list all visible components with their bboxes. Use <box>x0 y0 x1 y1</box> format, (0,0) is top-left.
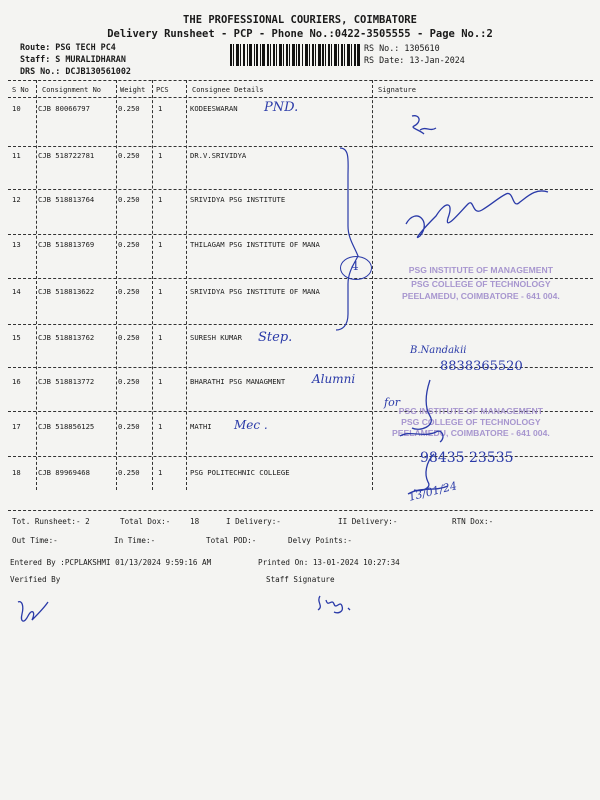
col-sno: S No <box>12 86 29 94</box>
handwritten-note: Mec . <box>234 418 268 432</box>
col-divider <box>186 80 187 490</box>
rs-date: RS Date: 13-Jan-2024 <box>364 55 465 65</box>
stamp-line: PSG INSTITUTE OF MANAGEMENT <box>398 406 543 416</box>
signature-scribble <box>390 376 450 448</box>
handwritten-note: PND. <box>264 100 299 115</box>
handwritten-note: Alumni <box>312 372 356 386</box>
stamp-line: PSG INSTITUTE OF MANAGEMENT <box>408 265 553 275</box>
row-weight: 0.250 <box>118 422 140 431</box>
signature-scribble <box>402 176 552 246</box>
col-consignment: Consignment No <box>42 86 102 94</box>
table-bottom-rule <box>8 510 593 511</box>
row-consignment: CJB 518813764 <box>38 195 95 204</box>
staff-signature <box>312 588 360 616</box>
company-title: THE PROFESSIONAL COURIERS, COIMBATORE <box>183 14 417 26</box>
col-pcs: PCS <box>156 86 169 94</box>
drs-label: DRS No.: DCJB130561002 <box>20 66 131 76</box>
col-signature: Signature <box>378 86 416 94</box>
row-consignment: CJB 518813772 <box>38 377 95 386</box>
row-consignee: SRIVIDYA PSG INSTITUTE OF MANA <box>190 287 320 296</box>
signature-scribble <box>404 452 454 496</box>
row-sno: 10 <box>12 104 21 113</box>
col-consignee: Consignee Details <box>192 86 264 94</box>
total-pod: Total POD:- <box>206 536 257 545</box>
row-pcs: 1 <box>158 195 163 204</box>
total-dox-label: Total Dox:- <box>120 517 171 526</box>
row-weight: 0.250 <box>118 468 140 477</box>
col-weight: Weight <box>120 86 146 94</box>
out-time: Out Time:- <box>12 536 58 545</box>
stamp-line: PEELAMEDU, COIMBATORE - 641 004. <box>402 291 560 301</box>
rtn-dox: RTN Dox:- <box>452 517 494 526</box>
circled-count <box>340 256 372 280</box>
row-pcs: 1 <box>158 240 163 249</box>
row-pcs: 1 <box>158 104 163 113</box>
row-weight: 0.250 <box>118 151 140 160</box>
verified-signature <box>12 596 52 626</box>
handwritten-phone: 8838365520 <box>440 359 523 374</box>
handwritten-note: for <box>384 396 400 409</box>
row-sno: 14 <box>12 287 21 296</box>
row-weight: 0.250 <box>118 195 140 204</box>
row-sno: 13 <box>12 240 21 249</box>
route-label: Route: PSG TECH PC4 <box>20 42 116 52</box>
stamp-line: PSG COLLEGE OF TECHNOLOGY <box>411 279 551 289</box>
handwritten-phone: 98435 23535 <box>420 450 514 466</box>
row-consignee: BHARATHI PSG MANAGMENT <box>190 377 286 386</box>
stamp-line: PSG COLLEGE OF TECHNOLOGY <box>401 417 541 427</box>
col-divider <box>116 80 117 490</box>
row-weight: 0.250 <box>118 240 140 249</box>
handwritten-date: 13/01/24 <box>407 479 459 504</box>
row-consignee: THILAGAM PSG INSTITUTE OF MANA <box>190 240 320 249</box>
institute-stamp <box>402 265 560 301</box>
row-sno: 17 <box>12 422 21 431</box>
staff-signature-label: Staff Signature <box>266 575 335 584</box>
printed-on: Printed On: 13-01-2024 10:27:34 <box>258 558 400 567</box>
bracket-mark <box>334 146 374 336</box>
staff-label: Staff: S MURALIDHARAN <box>20 54 126 64</box>
row-consignment: CJB 518856125 <box>38 422 95 431</box>
handwritten-note: Step. <box>258 330 293 345</box>
row-sno: 16 <box>12 377 21 386</box>
row-consignment: CJB 518813762 <box>38 333 95 342</box>
barcode <box>230 44 360 66</box>
col-divider <box>36 80 37 490</box>
row-consignment: CJB 518813622 <box>38 287 95 296</box>
circled-count-number: 4 <box>351 259 359 273</box>
row-pcs: 1 <box>158 377 163 386</box>
row-weight: 0.250 <box>118 377 140 386</box>
col-divider <box>152 80 153 490</box>
row-consignee: PSG POLITECHNIC COLLEGE <box>190 468 290 477</box>
row-pcs: 1 <box>158 287 163 296</box>
row-weight: 0.250 <box>118 287 140 296</box>
rs-number: RS No.: 1305610 <box>364 43 440 53</box>
verified-by-label: Verified By <box>10 575 61 584</box>
row-rule <box>8 146 593 147</box>
row-weight: 0.250 <box>118 333 140 342</box>
row-pcs: 1 <box>158 468 163 477</box>
row-consignment: CJB 518813769 <box>38 240 95 249</box>
row-consignment: CJB 80066797 <box>38 104 90 113</box>
total-runsheet: Tot. Runsheet:- 2 <box>12 517 90 526</box>
row-consignment: CJB 89969468 <box>38 468 90 477</box>
row-consignee: KODEESWARAN <box>190 104 238 113</box>
in-time: In Time:- <box>114 536 156 545</box>
row-consignee: SRIVIDYA PSG INSTITUTE <box>190 195 286 204</box>
row-pcs: 1 <box>158 333 163 342</box>
row-consignment: CJB 518722781 <box>38 151 95 160</box>
delvy-points: Delvy Points:- <box>288 536 353 545</box>
i-delivery: I Delivery:- <box>226 517 281 526</box>
row-rule <box>8 324 593 325</box>
table-header-rule <box>8 97 593 98</box>
total-dox-value: 18 <box>190 517 200 526</box>
handwritten-name: B.Nandakii <box>410 345 467 356</box>
row-weight: 0.250 <box>118 104 140 113</box>
ii-delivery: II Delivery:- <box>338 517 398 526</box>
signature-scribble <box>406 112 442 140</box>
row-sno: 15 <box>12 333 21 342</box>
stamp-line: PEELAMEDU, COIMBATORE - 641 004. <box>392 428 550 438</box>
row-sno: 18 <box>12 468 21 477</box>
runsheet-subtitle: Delivery Runsheet - PCP - Phone No.:0422-3505555 - Page No.:2 <box>107 28 493 40</box>
table-top-rule <box>8 80 593 81</box>
row-pcs: 1 <box>158 151 163 160</box>
row-sno: 11 <box>12 151 21 160</box>
row-consignee: SURESH KUMAR <box>190 333 242 342</box>
row-consignee: MATHI <box>190 422 212 431</box>
row-sno: 12 <box>12 195 21 204</box>
row-consignee: DR.V.SRIVIDYA <box>190 151 247 160</box>
row-pcs: 1 <box>158 422 163 431</box>
entered-by: Entered By :PCPLAKSHMI 01/13/2024 9:59:16 AM <box>10 558 212 567</box>
